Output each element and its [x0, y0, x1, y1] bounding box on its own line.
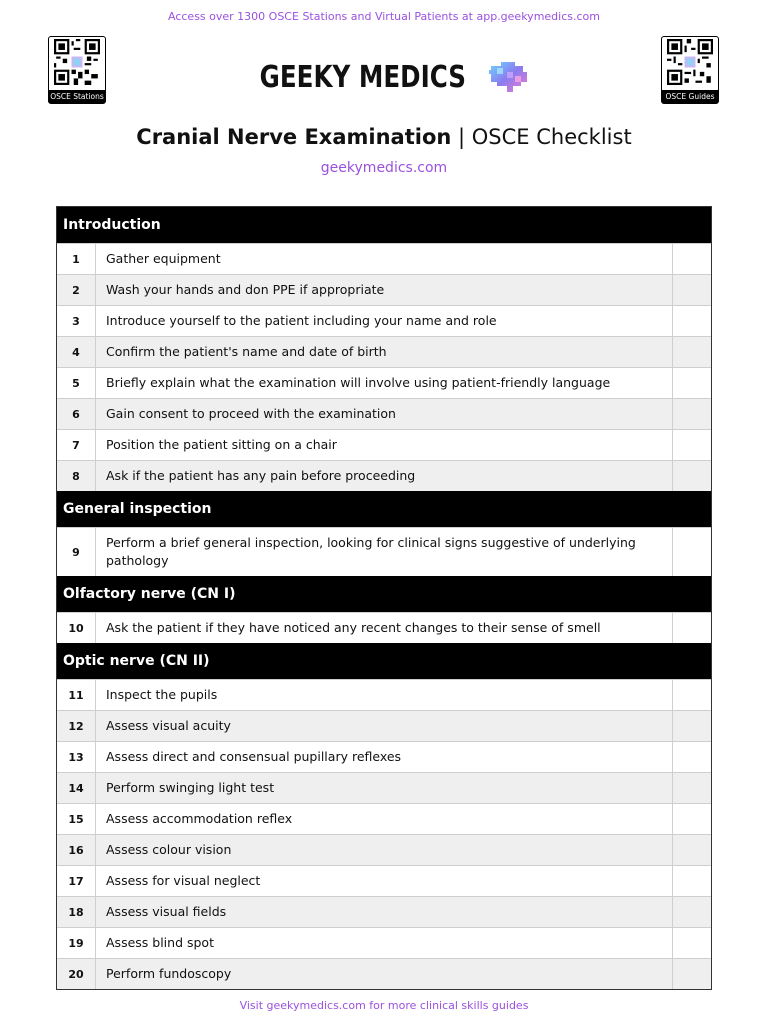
checklist-row: [57, 612, 711, 643]
tick-box[interactable]: [672, 804, 711, 834]
tick-box[interactable]: [672, 773, 711, 803]
checklist-row: [57, 460, 711, 491]
item-number: 12: [57, 711, 96, 741]
tick-box[interactable]: [672, 959, 711, 989]
item-text: Perform swinging light test: [106, 780, 275, 795]
item-number: 19: [57, 928, 96, 958]
item-number: 3: [57, 306, 96, 336]
item-text: Assess accommodation reflex: [106, 811, 293, 826]
tick-box[interactable]: [672, 711, 711, 741]
tick-box[interactable]: [672, 461, 711, 491]
checklist-row: [57, 710, 711, 741]
checklist-row: [57, 367, 711, 398]
item-number: 13: [57, 742, 96, 772]
section-header: Olfactory nerve (CN I): [57, 576, 711, 612]
tick-box[interactable]: [672, 742, 711, 772]
item-number: 11: [57, 680, 96, 710]
tick-box[interactable]: [672, 399, 711, 429]
brand-header: [0, 58, 768, 96]
item-text: Assess blind spot: [106, 935, 214, 950]
item-text: Gather equipment: [106, 251, 221, 266]
item-number: 8: [57, 461, 96, 491]
item-number: 2: [57, 275, 96, 305]
qr-label-osce-stations: OSCE Stations: [50, 92, 104, 101]
item-number: 9: [57, 528, 96, 576]
item-text: Position the patient sitting on a chair: [106, 437, 337, 452]
item-text: Assess colour vision: [106, 842, 232, 857]
item-number: 10: [57, 613, 96, 643]
item-number: 16: [57, 835, 96, 865]
tick-box[interactable]: [672, 430, 711, 460]
page-title-separator: |: [451, 125, 472, 149]
checklist-row: [57, 865, 711, 896]
item-number: 1: [57, 244, 96, 274]
checklist-row: [57, 527, 711, 576]
tick-box[interactable]: [672, 613, 711, 643]
section-header: Introduction: [57, 207, 711, 243]
item-number: 20: [57, 959, 96, 989]
tick-box[interactable]: [672, 275, 711, 305]
section-header: Optic nerve (CN II): [57, 643, 711, 679]
item-text: Assess visual acuity: [106, 718, 231, 733]
top-promo-link[interactable]: Access over 1300 OSCE Stations and Virtual Patients at app.geekymedics.com: [168, 10, 600, 23]
tick-box[interactable]: [672, 528, 711, 576]
checklist-row: [57, 243, 711, 274]
tick-box[interactable]: [672, 928, 711, 958]
tick-box[interactable]: [672, 897, 711, 927]
item-number: 17: [57, 866, 96, 896]
checklist-row: [57, 896, 711, 927]
brain-logo-icon: [483, 58, 531, 96]
item-text: Assess for visual neglect: [106, 873, 261, 888]
item-number: 6: [57, 399, 96, 429]
item-text: Gain consent to proceed with the examination: [106, 406, 396, 421]
item-text: Briefly explain what the examination will involve using patient-friendly language: [106, 375, 611, 390]
checklist-row: [57, 772, 711, 803]
tick-box[interactable]: [672, 306, 711, 336]
item-number: 4: [57, 337, 96, 367]
tick-box[interactable]: [672, 244, 711, 274]
tick-box[interactable]: [672, 680, 711, 710]
tick-box[interactable]: [672, 337, 711, 367]
checklist-row: [57, 958, 711, 989]
checklist-row: [57, 398, 711, 429]
item-text: Perform fundoscopy: [106, 966, 232, 981]
qr-label-osce-guides: OSCE Guides: [662, 90, 718, 103]
tick-box[interactable]: [672, 835, 711, 865]
item-text: Ask the patient if they have noticed any recent changes to their sense of smell: [106, 620, 601, 635]
checklist-row: [57, 834, 711, 865]
page-title-main: Cranial Nerve Examination: [136, 125, 452, 149]
checklist-row: [57, 803, 711, 834]
checklist-row: [57, 274, 711, 305]
item-text: Assess direct and consensual pupillary reflexes: [106, 749, 402, 764]
page-title-subtitle: OSCE Checklist: [471, 125, 632, 149]
brand-name: GEEKY MEDICS: [259, 59, 466, 95]
item-number: 15: [57, 804, 96, 834]
page-title: [0, 125, 768, 149]
item-text: Perform a brief general inspection, looking for clinical signs suggestive of underlying pathology: [106, 535, 636, 568]
checklist-table: [56, 206, 712, 990]
item-number: 5: [57, 368, 96, 398]
tick-box[interactable]: [672, 368, 711, 398]
item-text: Ask if the patient has any pain before proceeding: [106, 468, 416, 483]
item-number: 7: [57, 430, 96, 460]
item-text: Confirm the patient's name and date of birth: [106, 344, 387, 359]
item-text: Inspect the pupils: [106, 687, 218, 702]
footer-link[interactable]: Visit geekymedics.com for more clinical skills guides: [239, 999, 529, 1012]
checklist-row: [57, 741, 711, 772]
section-header: General inspection: [57, 491, 711, 527]
item-text: Assess visual fields: [106, 904, 227, 919]
checklist-row: [57, 336, 711, 367]
checklist-row: [57, 305, 711, 336]
checklist-row: [57, 429, 711, 460]
site-link[interactable]: geekymedics.com: [320, 160, 448, 176]
checklist-row: [57, 679, 711, 710]
item-text: Wash your hands and don PPE if appropriate: [106, 282, 385, 297]
item-number: 14: [57, 773, 96, 803]
item-number: 18: [57, 897, 96, 927]
checklist-row: [57, 927, 711, 958]
item-text: Introduce yourself to the patient including your name and role: [106, 313, 497, 328]
tick-box[interactable]: [672, 866, 711, 896]
